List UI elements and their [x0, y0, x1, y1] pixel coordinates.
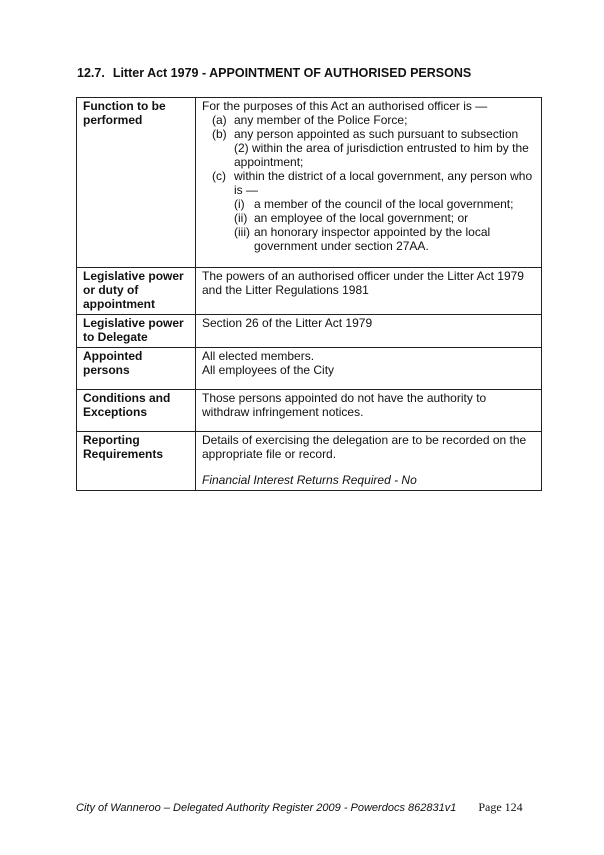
label-line: appointment [83, 297, 155, 311]
label-line: Legislative power [83, 269, 184, 283]
value-reporting [196, 432, 542, 491]
list-marker: (a) [212, 113, 227, 127]
list-marker: (i) [234, 197, 245, 211]
section-heading [77, 66, 471, 80]
value-power-to-delegate: Section 26 of the Litter Act 1979 [196, 315, 542, 348]
label-line: Function to be [83, 99, 166, 113]
list-marker: (c) [212, 169, 226, 183]
page-number: Page 124 [478, 800, 523, 814]
list-text: any member of the Police Force; [234, 113, 408, 127]
list-text: within the district of a local government, any person who is — [234, 169, 533, 197]
page-footer [76, 800, 523, 815]
label-line: Legislative power [83, 316, 184, 330]
list-text: a member of the council of the local government; [254, 197, 514, 211]
value-conditions: Those persons appointed do not have the authority to withdraw infringement notices. [196, 390, 542, 432]
label-power-to-delegate [77, 315, 196, 348]
list-text: an employee of the local government; or [254, 211, 469, 225]
delegation-table [76, 97, 542, 491]
value-legislative-power: The powers of an authorised officer under the Litter Act 1979 and the Litter Regulations 1981 [196, 268, 542, 315]
row-function [77, 98, 542, 268]
reporting-text: Details of exercising the delegation are to be recorded on the appropriate file or record. [202, 433, 527, 461]
list-item-i [202, 197, 535, 211]
list-text: any person appointed as such pursuant to subsection (2) within the area of jurisdiction entrusted to him by the appointment; [234, 127, 529, 169]
label-line: Exceptions [83, 405, 148, 419]
row-conditions [77, 390, 542, 432]
list-item-a [202, 113, 535, 127]
list-item-b [202, 127, 535, 169]
label-line: Requirements [83, 447, 164, 461]
list-marker: (iii) [234, 225, 250, 239]
list-item-c [202, 169, 535, 197]
label-line: Conditions and [83, 391, 171, 405]
value-function [196, 98, 542, 268]
label-line: performed [83, 113, 143, 127]
label-line: or duty of [83, 283, 139, 297]
list-marker: (b) [212, 127, 227, 141]
footer-text: City of Wanneroo – Delegated Authority Register 2009 - Powerdocs 862831v1 [76, 802, 457, 814]
list-item-iii [202, 225, 535, 253]
list-text: an honorary inspector appointed by the local government under section 27AA. [254, 225, 491, 253]
appointed-line: All employees of the City [202, 363, 335, 377]
section-number: 12.7. [77, 66, 105, 80]
function-intro: For the purposes of this Act an authorised officer is — [202, 99, 488, 113]
label-legislative-power [77, 268, 196, 315]
row-appointed-persons [77, 348, 542, 390]
label-reporting [77, 432, 196, 491]
label-line: to Delegate [83, 330, 148, 344]
appointed-line: All elected members. [202, 349, 315, 363]
label-function [77, 98, 196, 268]
label-conditions [77, 390, 196, 432]
spacer [202, 461, 535, 473]
list-marker: (ii) [234, 211, 248, 225]
label-line: Reporting [83, 433, 140, 447]
list-item-ii [202, 211, 535, 225]
value-appointed-persons [196, 348, 542, 390]
row-legislative-power [77, 268, 542, 315]
label-appointed-persons [77, 348, 196, 390]
financial-interest-note: Financial Interest Returns Required - No [202, 473, 417, 487]
label-line: Appointed [83, 349, 143, 363]
section-title: Litter Act 1979 - APPOINTMENT OF AUTHORISED PERSONS [112, 66, 472, 80]
label-line: persons [83, 363, 130, 377]
row-reporting [77, 432, 542, 491]
row-power-to-delegate [77, 315, 542, 348]
